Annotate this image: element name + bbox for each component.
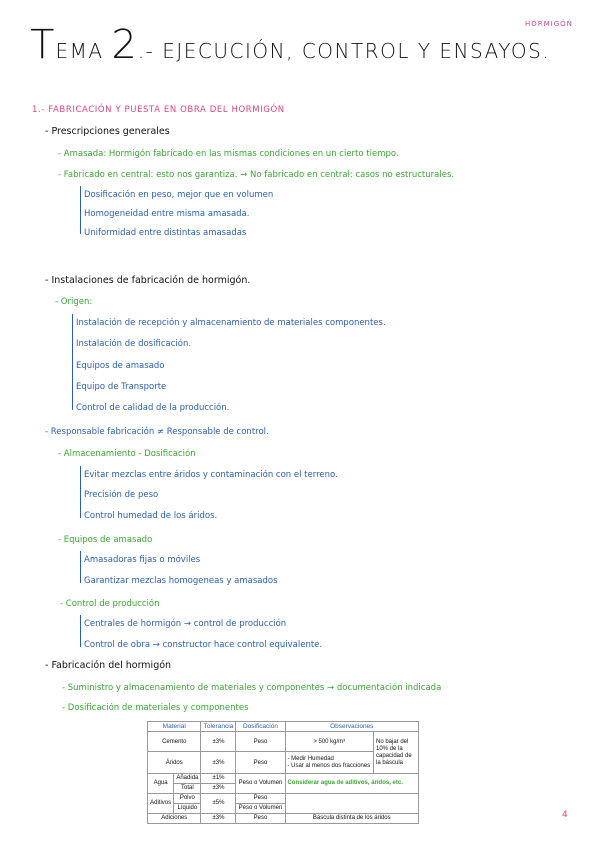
- table-cell: Peso: [236, 814, 285, 824]
- table-cell: ±3%: [201, 814, 236, 824]
- origen-label: - Origen:: [55, 297, 93, 307]
- amasada-line: - Amasada: Hormigón fabricado en las mismas condiciones en un cierto tiempo.: [58, 149, 399, 159]
- header-observaciones: Observaciones: [285, 722, 418, 732]
- list-item: Uniformidad entre distintas amasadas: [84, 228, 247, 238]
- table-cell: ±3%: [201, 752, 236, 774]
- list-item: Instalación de dosificación.: [76, 339, 192, 349]
- fabricacion-label: - Fabricación del hormigón: [45, 660, 172, 671]
- table-cell: Aditivos: [148, 794, 174, 814]
- list-item: Homogeneidad entre misma amasada.: [84, 209, 250, 219]
- prescripciones-label: - Prescripciones generales: [45, 126, 170, 137]
- list-item: Centrales de hormigón → control de producción: [84, 619, 287, 629]
- table-cell: [285, 794, 418, 814]
- list-item: Evitar mezclas entre áridos y contaminación con el terreno.: [84, 470, 338, 480]
- table-cell: Peso: [236, 794, 285, 804]
- bracket-control: [80, 615, 81, 647]
- list-item: Amasadoras fijas o móviles: [84, 555, 201, 565]
- table-cell: Total: [174, 784, 201, 794]
- list-item: Precisión de peso: [84, 490, 159, 500]
- header-dosificacion: Dosificación: [236, 722, 285, 732]
- table-cell: Añadida: [174, 774, 201, 784]
- list-item: Control de calidad de la producción.: [76, 403, 230, 413]
- table-cell: Áridos: [148, 752, 201, 774]
- table-cell: Peso: [236, 752, 285, 774]
- table-cell: Polvo: [174, 794, 201, 804]
- list-item: Equipo de Transporte: [76, 382, 167, 392]
- table-cell: - Medir Humedad - Usar al menos dos fracciones: [285, 752, 373, 774]
- table-cell: No bajar del 10% de la capacidad de la báscula: [374, 732, 419, 774]
- title-first-letter: T: [30, 22, 56, 68]
- table-cell: ±5%: [201, 794, 236, 814]
- table-cell: Cemento: [148, 732, 201, 752]
- table-cell: Considerar agua de aditivos, áridos, etc.: [285, 774, 418, 794]
- fabricado-line: - Fabricado en central: esto nos garantiza. → No fabricado en central: casos no estructurales.: [58, 170, 455, 180]
- table-cell: Báscula distinta de los áridos: [285, 814, 418, 824]
- title-number: 2: [111, 22, 138, 68]
- page-title: [30, 22, 550, 68]
- list-item: Instalación de recepción y almacenamiento de materiales componentes.: [76, 318, 386, 328]
- list-item: Control humedad de los áridos.: [84, 511, 218, 521]
- section-heading: 1.- FABRICACIÓN Y PUESTA EN OBRA DEL HORMIGÓN: [32, 105, 285, 115]
- table-cell: ±3%: [201, 732, 236, 752]
- equipos-label: - Equipos de amasado: [58, 535, 153, 545]
- subject-tag: HORMIGÓN: [525, 20, 573, 28]
- table-cell: Agua: [148, 774, 174, 794]
- control-label: - Control de producción: [60, 599, 160, 609]
- bracket-origen: [72, 314, 73, 410]
- page-number: 4: [562, 810, 568, 820]
- table-cell: > 500 kg/m³: [285, 732, 373, 752]
- table-cell: ±1%: [201, 774, 236, 784]
- list-item: Control de obra → constructor hace control equivalente.: [84, 640, 323, 650]
- instalaciones-label: - Instalaciones de fabricación de hormigón.: [45, 275, 251, 286]
- table-cell: Adiciones: [148, 814, 201, 824]
- table-cell: ±3%: [201, 784, 236, 794]
- table-cell: Peso o Volumen: [236, 774, 285, 794]
- dosificacion-line: - Dosificación de materiales y componentes: [62, 703, 249, 713]
- list-item: Garantizar mezclas homogeneas y amasados: [84, 576, 278, 586]
- header-material: Material: [148, 722, 201, 732]
- list-item: Dosificación en peso, mejor que en volumen: [84, 190, 274, 200]
- list-item: Equipos de amasado: [76, 361, 165, 371]
- table-cell: Peso o Volumen: [236, 804, 285, 814]
- bracket-prescripciones: [80, 186, 81, 234]
- header-tolerancia: Tolerancia: [201, 722, 236, 732]
- table-cell: Peso: [236, 732, 285, 752]
- title-prefix: EMA: [55, 39, 112, 63]
- bracket-almacenamiento: [80, 466, 81, 518]
- title-rest: .- EJECUCIÓN, CONTROL Y ENSAYOS.: [137, 39, 551, 63]
- responsable-line: - Responsable fabricación ≠ Responsable de control.: [45, 427, 269, 437]
- suministro-line: - Suministro y almacenamiento de materiales y componentes → documentación indicada: [62, 683, 442, 693]
- dosage-table: [147, 721, 419, 824]
- almacenamiento-label: - Almacenamiento - Dosificación: [58, 449, 196, 459]
- table-cell: Líquido: [174, 804, 201, 814]
- bracket-equipos: [80, 551, 81, 583]
